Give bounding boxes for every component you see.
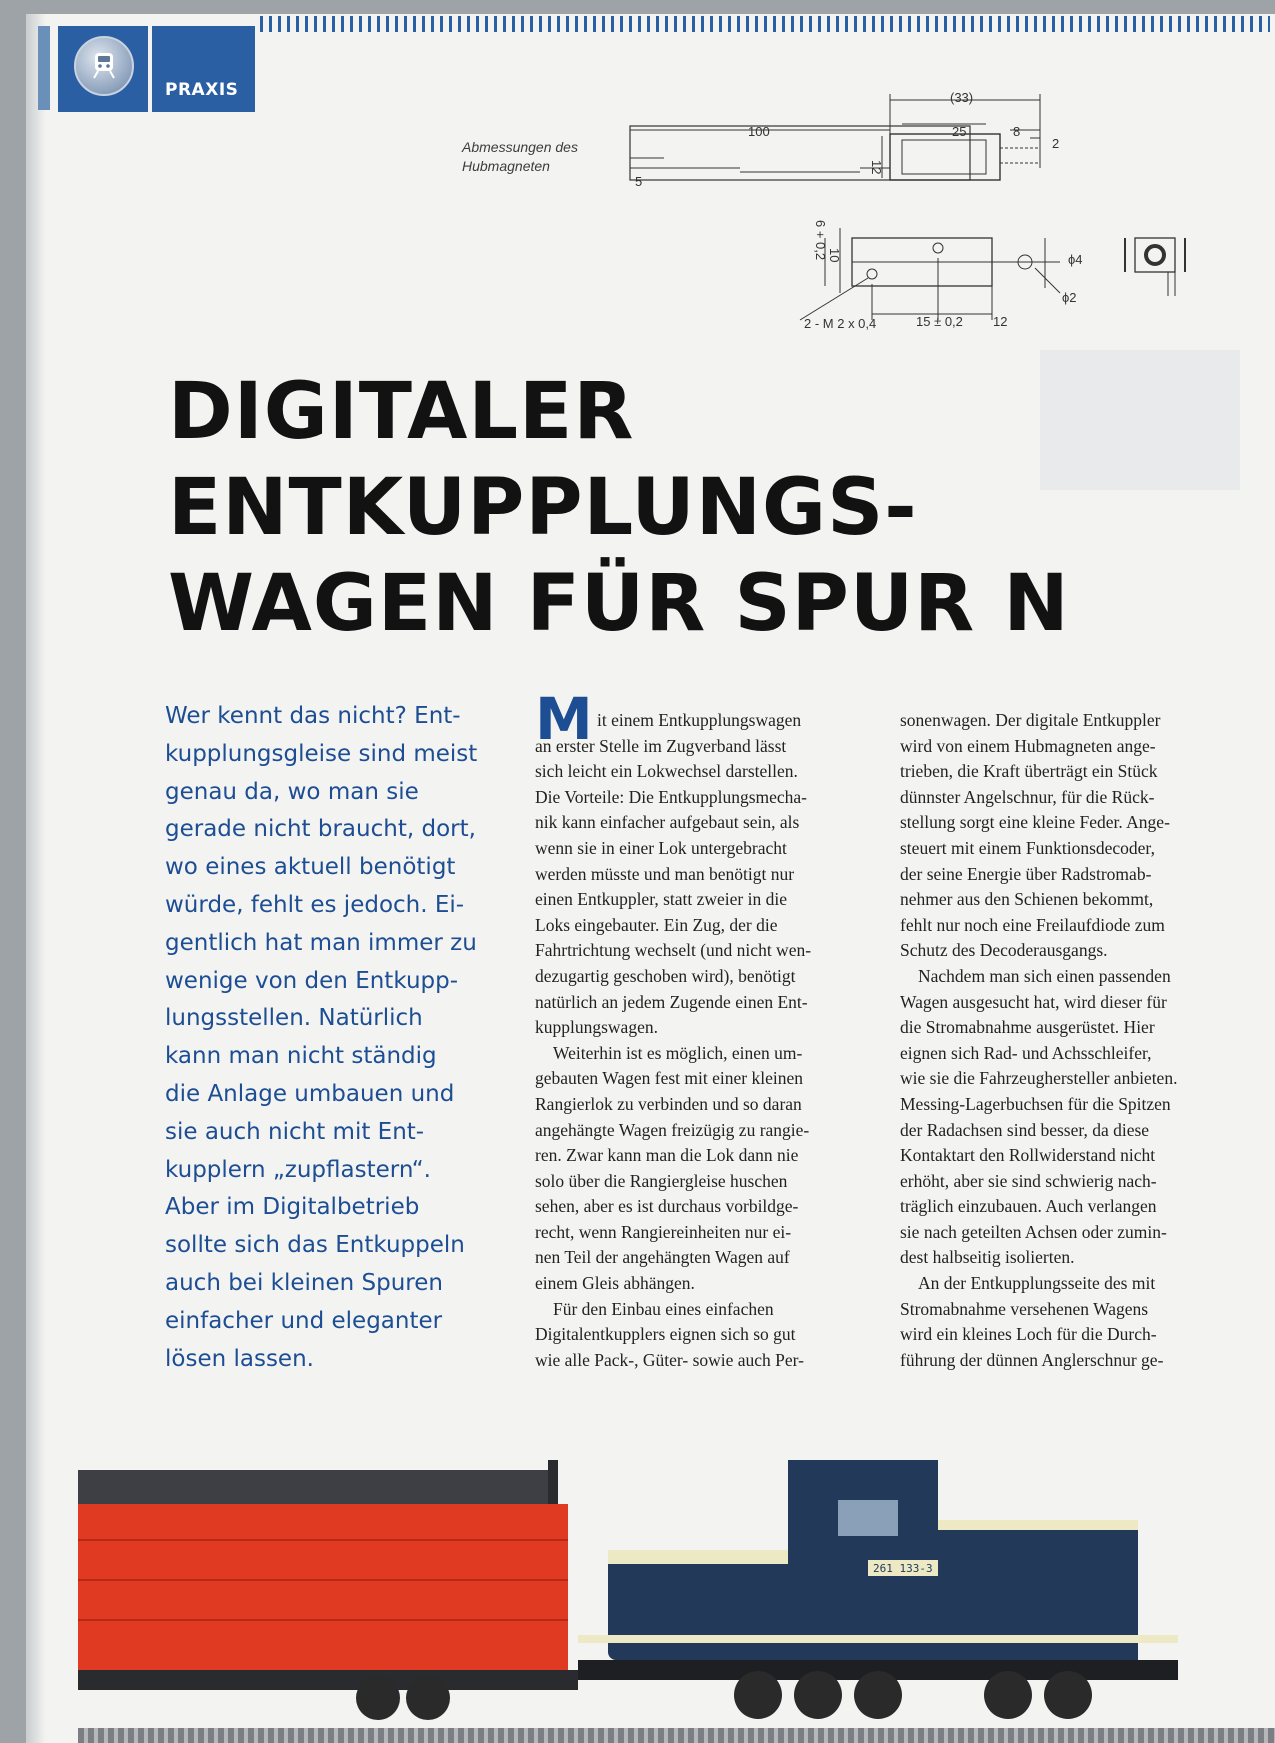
dim-label: 8 — [1013, 124, 1021, 139]
diagram-caption-line: Abmessungen des — [462, 139, 578, 155]
intro-line: lösen lassen. — [165, 1345, 314, 1372]
body-line: Digitalentkupplers eignen sich so gut — [535, 1324, 796, 1345]
intro-line: lungsstellen. Natürlich — [165, 1005, 423, 1032]
body-line: gebauten Wagen fest mit einer kleinen — [535, 1068, 803, 1089]
header-tick-rule — [260, 16, 1270, 32]
loco-wheel — [984, 1671, 1032, 1719]
dim-label: 12 — [993, 314, 1008, 329]
diagram-caption — [462, 138, 622, 176]
train-icon — [74, 36, 134, 96]
loco-wheel — [1044, 1671, 1092, 1719]
title-line: WAGEN FÜR SPUR N — [168, 559, 1070, 649]
intro-line: sollte sich das Entkuppeln — [165, 1232, 465, 1259]
wagon-roof — [78, 1470, 558, 1504]
body-line: sie nach geteilten Achsen oder zumin- — [900, 1221, 1167, 1242]
title-line: ENTKUPPLUNGS- — [168, 463, 918, 553]
intro-line: wo eines aktuell benötigt — [165, 854, 456, 881]
body-line: sonenwagen. Der digitale Entkuppler — [900, 710, 1161, 730]
body-line: wenn sie in einer Lok untergebracht — [535, 837, 787, 858]
body-line: solo über die Rangiergleise huschen — [535, 1170, 788, 1191]
loco-number: 261 133-3 — [873, 1562, 933, 1575]
dim-label: 25 — [952, 124, 967, 139]
loco-hood — [608, 1550, 808, 1660]
body-line: wird von einem Hubmagneten ange- — [900, 735, 1156, 756]
intro-line: gerade nicht braucht, dort, — [165, 816, 476, 843]
body-line: Schutz des Decoderausgangs. — [900, 940, 1108, 961]
dim-label: 5 — [635, 174, 643, 189]
body-line: nehmer aus den Schienen bekommt, — [900, 889, 1154, 910]
body-line: dünnster Angelschnur, für die Rück- — [900, 786, 1155, 807]
body-line: dezugartig geschoben wird), benötigt — [535, 965, 796, 986]
dim-label: 2 - M 2 x 0,4 — [804, 316, 877, 331]
body-line: wie alle Pack-, Güter- sowie auch Per- — [535, 1349, 804, 1370]
body-line: erhöht, aber sie sind schwierig nach- — [900, 1170, 1157, 1191]
dim-label: ϕ2 — [1062, 290, 1077, 305]
intro-line: die Anlage umbauen und — [165, 1080, 455, 1107]
intro-line: kupplungsgleise sind meist — [165, 740, 478, 767]
intro-line: würde, fehlt es jedoch. Ei- — [165, 891, 465, 918]
wagon-wheel — [356, 1676, 400, 1720]
body-line: Fahrtrichtung wechselt (und nicht wen- — [535, 940, 812, 961]
intro-line: sie auch nicht mit Ent- — [165, 1118, 425, 1145]
body-line: der seine Energie über Radstromab- — [900, 863, 1152, 884]
body-line: Messing-Lagerbuchsen für die Spitzen — [900, 1093, 1171, 1114]
body-column-2 — [900, 708, 1250, 1373]
intro-line: kann man nicht ständig — [165, 1043, 437, 1070]
article-title — [168, 364, 1070, 652]
intro-line: genau da, wo man sie — [165, 778, 419, 805]
wagon-underframe — [78, 1670, 578, 1690]
spine-shadow — [26, 14, 46, 1743]
body-line: Stromabnahme versehenen Wagens — [900, 1298, 1149, 1319]
drop-cap: M — [535, 685, 593, 753]
loco-wheel — [734, 1671, 782, 1719]
track-edge — [78, 1728, 1275, 1743]
body-line: steuert mit einem Funktionsdecoder, — [900, 837, 1155, 858]
dim-label: 10 — [827, 248, 842, 263]
train-photo — [78, 1440, 1228, 1730]
body-line: trieben, die Kraft überträgt ein Stück — [900, 761, 1158, 782]
body-line: träglich einzubauen. Auch verlangen — [900, 1196, 1157, 1217]
body-line: Nachdem man sich einen passenden — [918, 965, 1171, 986]
dim-label: 100 — [748, 124, 770, 139]
cab-window — [838, 1500, 898, 1536]
body-line: nen Teil der angehängten Wagen auf — [535, 1247, 790, 1268]
body-line: der Radachsen sind besser, da diese — [900, 1119, 1150, 1140]
header-edge-strip — [38, 26, 50, 110]
intro-line: Wer kennt das nicht? Ent- — [165, 703, 461, 729]
dim-label: 15 ± 0,2 — [916, 314, 963, 329]
body-line: führung der dünnen Anglerschnur ge- — [900, 1349, 1164, 1370]
body-line: ren. Zwar kann man die Lok dann nie — [535, 1145, 799, 1166]
intro-paragraph — [165, 698, 505, 1378]
body-line: sehen, aber es ist durchaus vorbildge- — [535, 1196, 799, 1217]
body-line: sich leicht ein Lokwechsel darstellen. — [535, 761, 798, 782]
body-line: wie sie die Fahrzeughersteller anbieten. — [900, 1068, 1178, 1089]
body-line: Weiterhin ist es möglich, einen um- — [553, 1042, 803, 1063]
title-line: DIGITALER — [168, 367, 635, 457]
dim-label: 2 — [1052, 136, 1060, 151]
body-line: recht, wenn Rangiereinheiten nur ei- — [535, 1221, 792, 1242]
body-line: an erster Stelle im Zugverband lässt — [535, 735, 787, 756]
dim-label: ϕ4 — [1068, 252, 1083, 267]
body-line: fehlt nur noch eine Freilaufdiode zum — [900, 914, 1165, 935]
show-through-block — [1040, 350, 1240, 490]
loco-hood-trim — [608, 1550, 808, 1564]
body-line: Kontaktart den Rollwiderstand nicht — [900, 1145, 1156, 1166]
dim-label: 12 — [869, 160, 884, 175]
body-line: natürlich an jedem Zugende einen Ent- — [535, 991, 808, 1012]
body-line: nik kann einfacher aufgebaut sein, als — [535, 812, 800, 833]
section-label: PRAXIS — [165, 80, 239, 100]
dim-label: (33) — [950, 90, 974, 105]
wagon-handle — [548, 1460, 558, 1504]
body-line: kupplungswagen. — [535, 1017, 658, 1038]
dim-label: 6 + 0,2 — [813, 220, 828, 261]
loco-running-board — [578, 1635, 1178, 1643]
loco-rear-trim — [938, 1520, 1138, 1530]
diagram-caption-line: Hubmagneten — [462, 158, 550, 174]
body-line: einen Entkuppler, statt zweier in die — [535, 889, 787, 910]
header-separator — [148, 26, 152, 112]
intro-line: Aber im Digitalbetrieb — [165, 1194, 420, 1221]
intro-line: auch bei kleinen Spuren — [165, 1269, 443, 1296]
body-line: eignen sich Rad- und Achsschleifer, — [900, 1042, 1152, 1063]
intro-line: kupplern „zupflastern“. — [165, 1156, 431, 1183]
body-line: Für den Einbau eines einfachen — [553, 1298, 774, 1319]
loco-wheel — [794, 1671, 842, 1719]
body-column-1 — [535, 708, 877, 1373]
wagon-body — [78, 1504, 568, 1670]
intro-line: einfacher und eleganter — [165, 1307, 443, 1334]
body-line: Loks eingebauter. Ein Zug, der die — [535, 914, 778, 935]
body-line: wird ein kleines Loch für die Durch- — [900, 1324, 1157, 1345]
body-line: die Stromabnahme ausgerüstet. Hier — [900, 1017, 1155, 1038]
body-line: Wagen ausgesucht hat, wird dieser für — [900, 991, 1167, 1012]
body-line: werden müsste und man benötigt nur — [535, 863, 795, 884]
body-line: einem Gleis abhängen. — [535, 1273, 695, 1294]
body-line: it einem Entkupplungswagen — [597, 710, 802, 730]
loco-wheel — [854, 1671, 902, 1719]
body-line: An der Entkupplungsseite des mit — [918, 1273, 1156, 1294]
body-line: dest halbseitig isolierten. — [900, 1247, 1075, 1268]
intro-line: gentlich hat man immer zu — [165, 929, 477, 956]
solenoid-dimension-drawing — [620, 88, 1220, 338]
wagon-wheel — [406, 1676, 450, 1720]
body-line: stellung sorgt eine kleine Feder. Ange- — [900, 812, 1170, 833]
intro-line: wenige von den Entkupp- — [165, 967, 459, 994]
body-line: Die Vorteile: Die Entkupplungsmecha- — [535, 786, 808, 807]
body-line: Rangierlok zu verbinden und so daran — [535, 1093, 802, 1114]
body-line: angehängte Wagen freizügig zu rangie- — [535, 1119, 810, 1140]
